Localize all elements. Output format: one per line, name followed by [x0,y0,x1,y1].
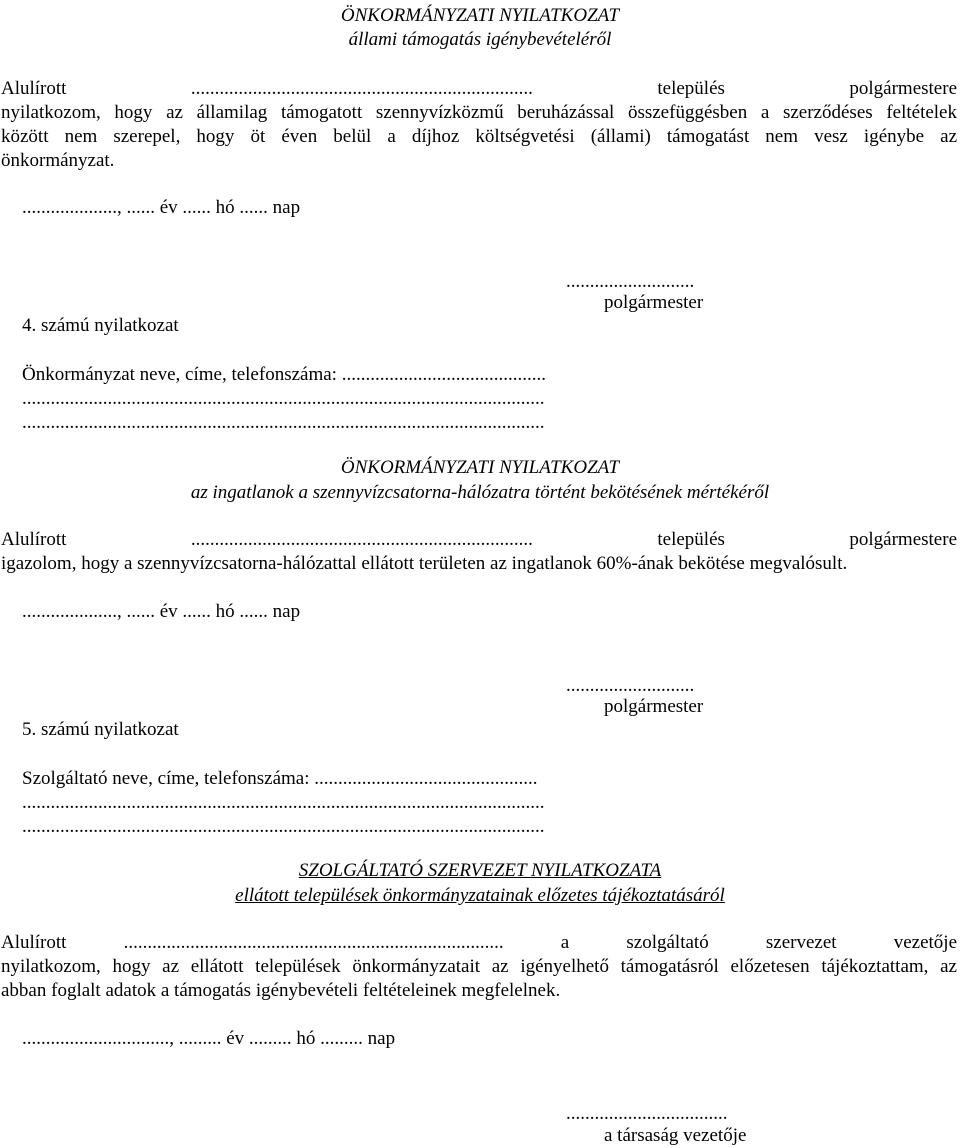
date-line: ...................., ...... év ...... hó ...... nap [22,601,301,622]
body-line: önkormányzat. [1,150,115,171]
signature-dots: ........................... [566,675,695,696]
section-3-body [1,931,957,1003]
body-line: nyilatkozom, hogy az ellátott települések önkormányzatait az igényelhető támogatásról előzetesen tájékoztattam, az [1,956,957,977]
body-line: nyilatkozom, hogy az államilag támogatott szennyvízközmű beruházással összefüggésben a szerződéses feltételek [1,102,957,123]
date-line: ..............................., ......... év ......... hó ......... nap [22,1028,396,1049]
contact-line: .............................................................................................................. [22,816,545,837]
section-2-title: ÖNKORMÁNYZATI NYILATKOZAT [340,457,620,478]
signature-label: polgármester [604,292,704,313]
section-3-title: SZOLGÁLTATÓ SZERVEZET NYILATKOZATA [298,860,662,881]
contact-line: .............................................................................................................. [22,792,545,813]
contact-line: Szolgáltató neve, címe, telefonszáma: ............................................... [22,768,538,789]
date-line: ...................., ...... év ...... hó ...... nap [22,197,301,218]
body-line: abban foglalt adatok a támogatás igénybevételi feltételeinek megfelelnek. [1,980,561,1001]
signature-dots: .................................. [566,1103,728,1124]
signature-label: a társaság vezetője [604,1125,747,1146]
declaration-number: 4. számú nyilatkozat [22,315,179,336]
contact-line: .............................................................................................................. [22,412,545,433]
contact-line: .............................................................................................................. [22,388,545,409]
section-3-subtitle: ellátott települések önkormányzatainak előzetes tájékoztatásáról [235,885,725,906]
contact-line: Önkormányzat neve, címe, telefonszáma: ........................................... [22,364,546,385]
signature-dots: ........................... [566,271,695,292]
body-line: Alulírott ........................................................................ település polgármestere [1,78,957,99]
declaration-number: 5. számú nyilatkozat [22,719,179,740]
signature-label: polgármester [604,696,704,717]
section-1-subtitle: állami támogatás igénybevételéről [348,29,612,50]
body-line: igazolom, hogy a szennyvízcsatorna-hálózattal ellátott területen az ingatlanok 60%-ának bekötése megvalósult. [1,553,848,574]
section-1-body [1,77,957,173]
section-1-title: ÖNKORMÁNYZATI NYILATKOZAT [340,5,620,26]
body-line: Alulírott ................................................................................ a szolgáltató szervezet vezetője [1,932,957,953]
section-2-body [1,528,957,576]
body-line: Alulírott ........................................................................ település polgármestere [1,529,957,550]
section-2-subtitle: az ingatlanok a szennyvízcsatorna-hálózatra történt bekötésének mértékéről [190,482,770,503]
body-line: között nem szerepel, hogy öt éven belül a díjhoz költségvetési (állami) támogatást nem vesz igénybe az [1,126,957,147]
